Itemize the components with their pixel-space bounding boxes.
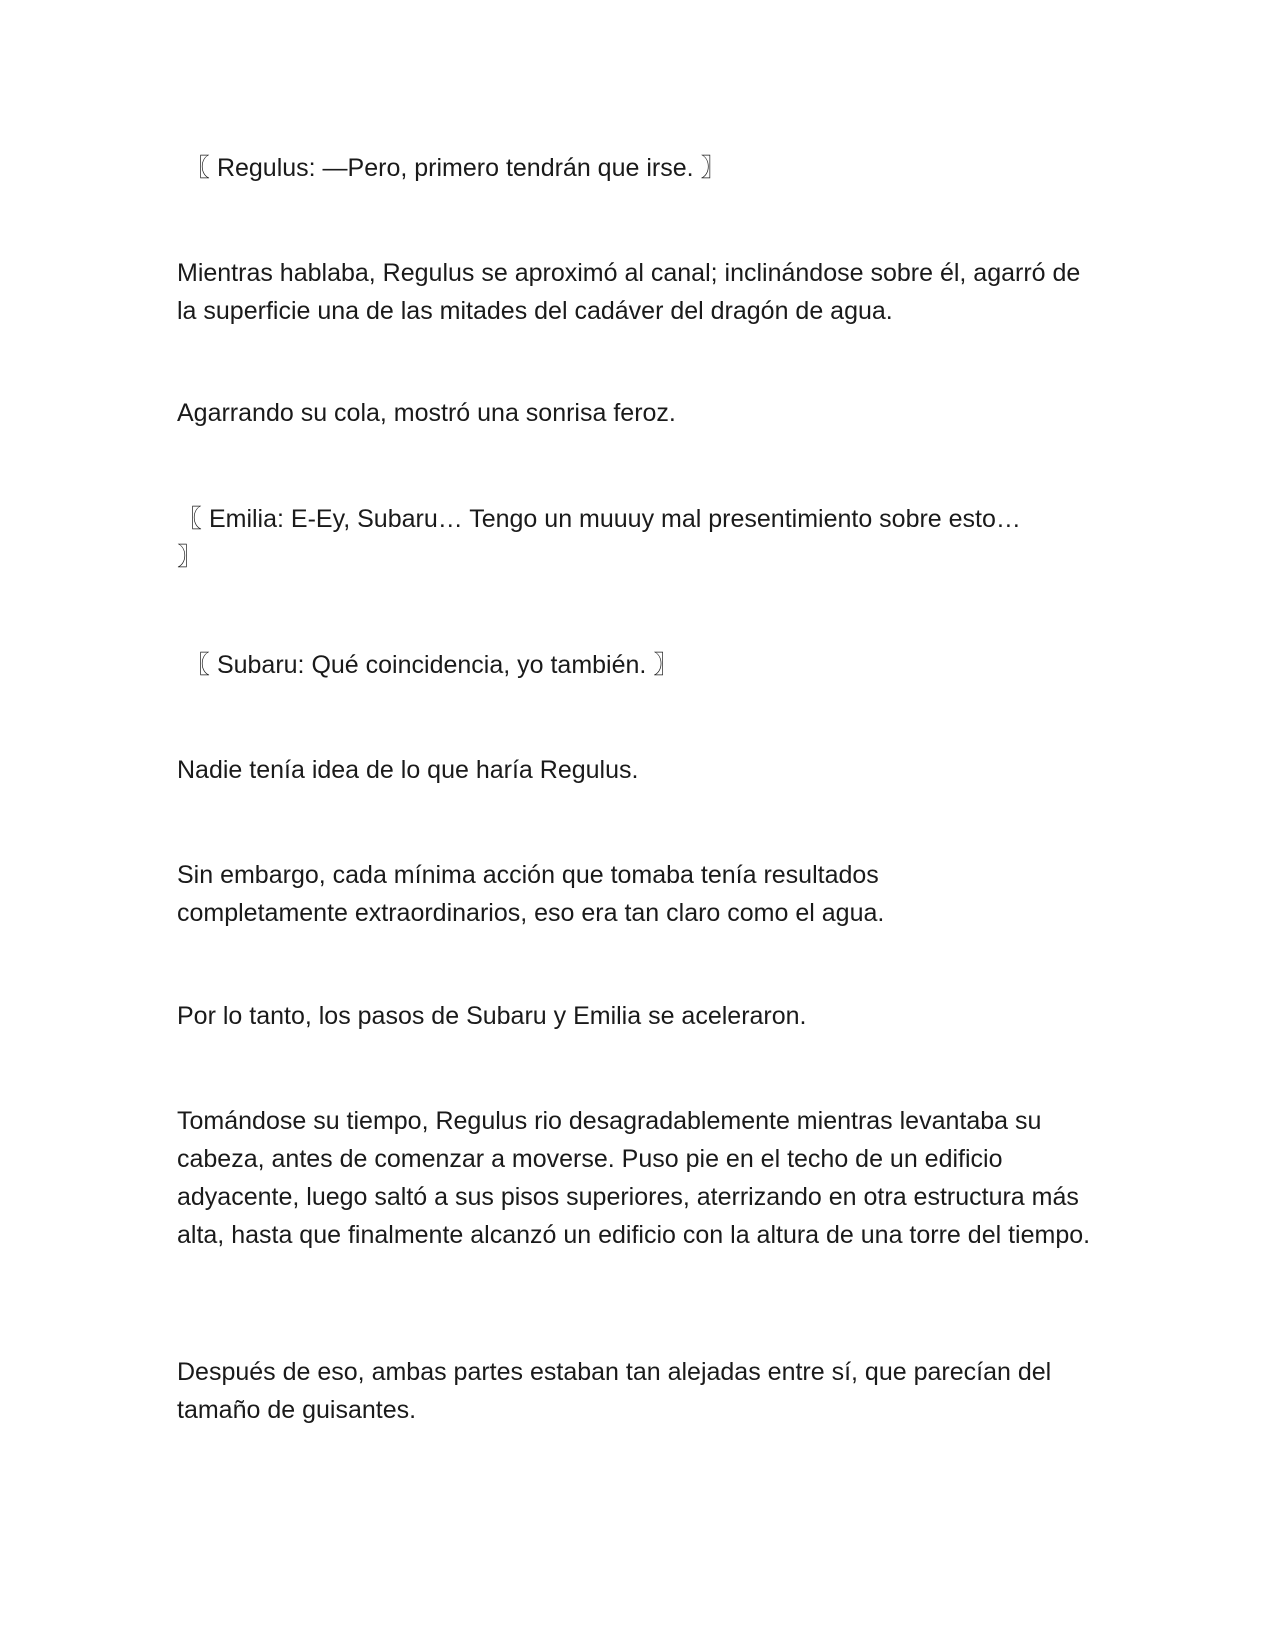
dialogue-emilia: 〖 Emilia: E-Ey, Subaru… Tengo un muuuy mal presentimiento sobre esto… 〗	[177, 505, 1021, 571]
paragraph-extraordinary-results: Sin embargo, cada mínima acción que tomaba tenía resultados completamente extraordinarios, eso era tan claro como el agua.	[177, 861, 885, 927]
dialogue-regulus: 〖 Regulus: —Pero, primero tendrán que irse. 〗	[185, 154, 726, 182]
paragraph-steps-accelerated: Por lo tanto, los pasos de Subaru y Emilia se aceleraron.	[177, 1002, 807, 1030]
paragraph-nobody-knew: Nadie tenía idea de lo que haría Regulus.	[177, 756, 639, 784]
paragraph-regulus-canal: Mientras hablaba, Regulus se aproximó al canal; inclinándose sobre él, agarró de la superficie una de las mitades del cadáver del dragón de agua.	[177, 259, 1081, 325]
paragraph-size-of-peas: Después de eso, ambas partes estaban tan alejadas entre sí, que parecían del tamaño de guisantes.	[177, 1358, 1052, 1424]
paragraph-ferocious-smile: Agarrando su cola, mostró una sonrisa feroz.	[177, 399, 676, 427]
dialogue-subaru: 〖 Subaru: Qué coincidencia, yo también. 〗	[185, 651, 679, 679]
paragraph-regulus-climbs: Tomándose su tiempo, Regulus rio desagradablemente mientras levantaba su cabeza, antes de comenzar a moverse. Puso pie en el techo de un edificio adyacente, luego saltó a sus pisos superiores, aterrizando en otra estructura más alta, hasta que finalmente alcanzó un edificio con la altura de una torre del tiempo.	[177, 1107, 1091, 1249]
